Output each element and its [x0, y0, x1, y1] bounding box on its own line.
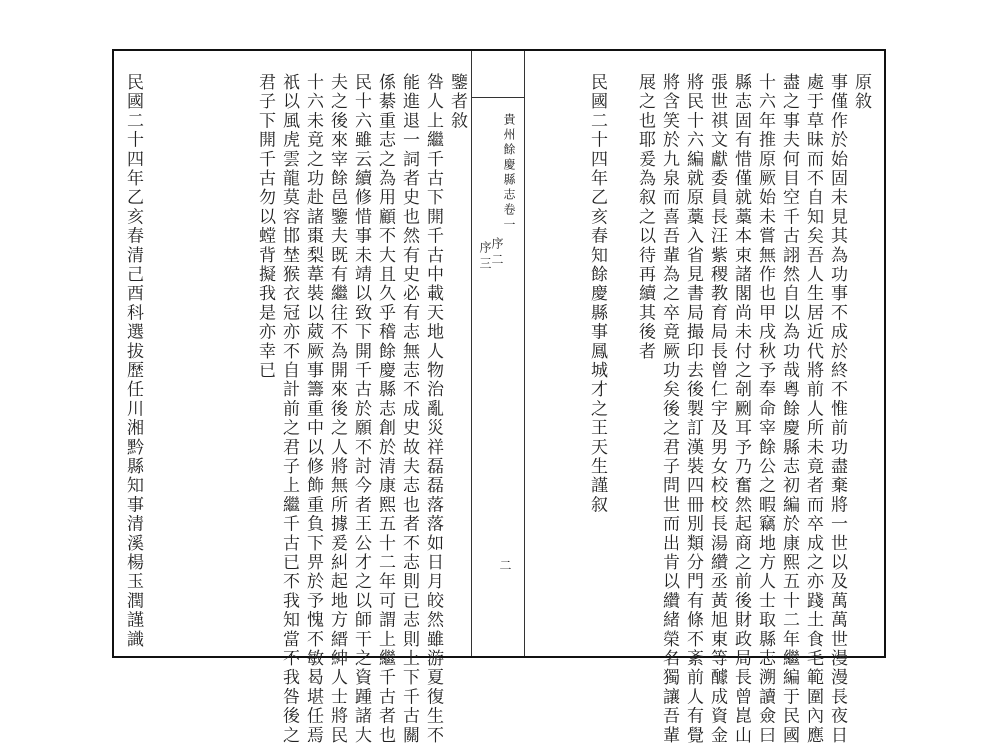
book-title: 貴州餘慶縣志卷一 [502, 113, 516, 233]
center-divider [471, 97, 525, 98]
page-frame [112, 49, 886, 745]
text-column: 咎人上繼千古下開千古中載天地人物治亂災祥磊磊落落如日月皎然雖游夏復生不 [423, 73, 443, 745]
text-column: 展之也耶爰為叙之以待再續其後者 [635, 73, 655, 361]
section-number-top: 二 [490, 253, 504, 268]
text-column: 張世祺文獻委員長汪紫稷教育局長曾仁宇及男女校校長湯纘丞黃旭東等醵成資金 [707, 73, 727, 745]
text-column: 處于草昧而不自知矣吾人生居近代將前人所未竟者而卒成之亦踐土食毛範圍內應 [803, 73, 823, 745]
folio-number: 二 [498, 559, 512, 574]
center-rule-left [471, 51, 472, 656]
text-column: 夫之後來宰餘邑鑒夫既有繼往不為開來後之人將無所據爰糾起地方縉紳人士將民 [327, 73, 347, 745]
text-column: 將含笑於九泉而喜吾輩為之卒竟厥功矣後之君子問世而出肯以纘緒榮名獨讓吾輩 [659, 73, 679, 745]
signature-column: 民國二十四年乙亥春清己酉科選拔歷任川湘黔縣知事清溪楊玉潤謹識 [123, 73, 143, 649]
section-label-top: 序 [490, 237, 504, 252]
text-column: 事僅作於始固未見其為功事不成於終不惟前功盡棄將一世以及萬萬世漫漫長夜日 [827, 73, 847, 745]
section-label-bottom: 序 [478, 241, 492, 256]
text-column: 十六年推原厥始未嘗無作也甲戌秋予奉命宰餘公之暇竊地方人士取縣志溯讀僉曰 [755, 73, 775, 745]
text-column: 民十六雖云續修惜事未靖以致下開千古於願不討今者王公才之以師干之資踵諸大 [351, 73, 371, 745]
text-column: 縣志固有惜僅就藁本束諸閣尚未付之剞劂耳予乃奮然起商之前後財政局長曾崑山 [731, 73, 751, 745]
text-column: 係綦重志之為用顧不大且久乎稽餘慶縣志創於清康熙五十二年可謂上繼千古者也 [375, 73, 395, 745]
text-column: 君子下開千古勿以螳背擬我是亦幸已 [255, 73, 275, 381]
text-column: 祇以風虎雲龍莫容邯埜猴衣冠亦不自計前之君子上繼千古已不我知當不我咎後之 [279, 73, 299, 745]
text-column: 能進退一詞者史也然有史必有志無志不成史故夫志也者不志則已志則上下千古關 [399, 73, 419, 745]
text-column: 十六未竟之功赴諸棗梨葦裝以葳厥事籌重中以修飾重負下畀於予愧不敏曷堪任焉 [303, 73, 323, 745]
section-number-bottom: 三 [478, 257, 492, 272]
text-column: 將民十六編就原藁入省見書局撮印去後製訂漢裝四冊別類分門有條不紊前人有覺 [683, 73, 703, 745]
heading-yuanxu: 原敘 [851, 73, 871, 112]
text-column: 盡之事夫何目空千古詡然自以為功哉粵餘慶縣志初編於康熙五十二年繼編于民國 [779, 73, 799, 745]
heading-jianzhexu: 鑒者敘 [447, 73, 467, 131]
signature-column: 民國二十四年乙亥春知餘慶縣事鳳城才之王天生謹叙 [587, 73, 607, 515]
center-rule-right [524, 51, 525, 656]
